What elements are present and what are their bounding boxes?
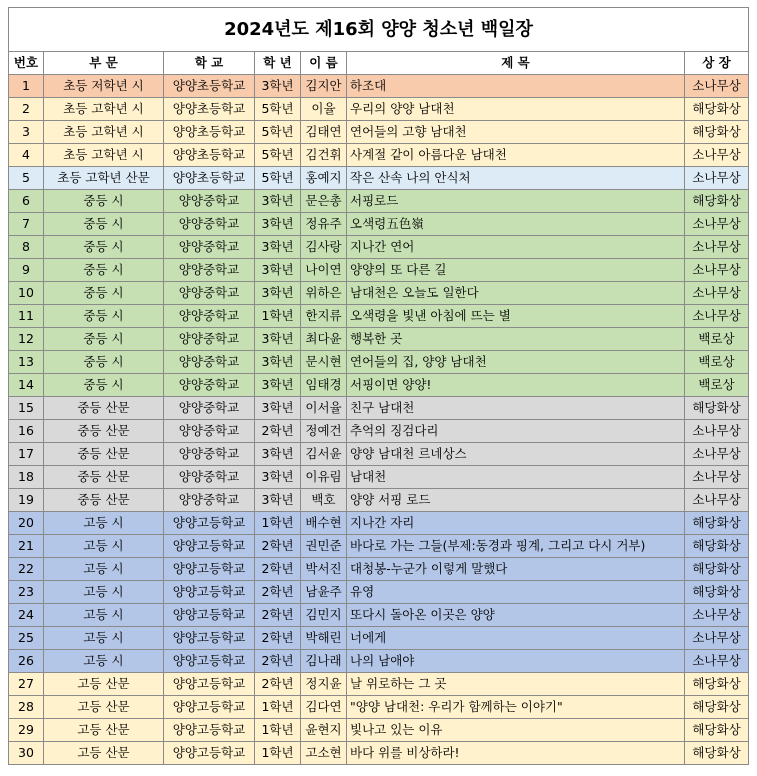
cell-work-title: 또다시 돌아온 이곳은 양양 (347, 604, 685, 627)
cell-grade: 2학년 (255, 581, 301, 604)
cell-school: 양양고등학교 (164, 581, 255, 604)
cell-category: 고등 시 (44, 627, 164, 650)
cell-no: 19 (9, 489, 44, 512)
cell-category: 초등 고학년 시 (44, 121, 164, 144)
cell-work-title: 오색령을 빛낸 아침에 뜨는 별 (347, 305, 685, 328)
table-row (9, 443, 749, 466)
cell-work-title: 양양 서핑 로드 (347, 489, 685, 512)
table-row (9, 581, 749, 604)
cell-no: 27 (9, 673, 44, 696)
cell-category: 중등 시 (44, 328, 164, 351)
cell-award: 소나무상 (685, 259, 749, 282)
cell-grade: 3학년 (255, 259, 301, 282)
header-category: 부 문 (44, 52, 164, 75)
cell-school: 양양고등학교 (164, 696, 255, 719)
page-title: 2024년도 제16회 양양 청소년 백일장 (9, 8, 749, 52)
cell-name: 백호 (301, 489, 347, 512)
cell-category: 중등 산문 (44, 397, 164, 420)
cell-school: 양양중학교 (164, 305, 255, 328)
cell-award: 소나무상 (685, 489, 749, 512)
cell-grade: 3학년 (255, 397, 301, 420)
cell-name: 나이연 (301, 259, 347, 282)
cell-school: 양양중학교 (164, 489, 255, 512)
cell-work-title: 바다로 가는 그들(부제:동경과 핑계, 그리고 다시 거부) (347, 535, 685, 558)
cell-category: 고등 시 (44, 558, 164, 581)
cell-category: 고등 산문 (44, 742, 164, 765)
cell-grade: 2학년 (255, 673, 301, 696)
cell-work-title: 친구 남대천 (347, 397, 685, 420)
table-row (9, 719, 749, 742)
cell-school: 양양고등학교 (164, 742, 255, 765)
cell-name: 고소현 (301, 742, 347, 765)
cell-school: 양양초등학교 (164, 167, 255, 190)
cell-grade: 2학년 (255, 627, 301, 650)
cell-category: 고등 시 (44, 650, 164, 673)
cell-award: 해당화상 (685, 558, 749, 581)
cell-work-title: 우리의 양양 남대천 (347, 98, 685, 121)
cell-category: 고등 시 (44, 535, 164, 558)
cell-award: 소나무상 (685, 167, 749, 190)
cell-no: 18 (9, 466, 44, 489)
cell-category: 중등 산문 (44, 466, 164, 489)
cell-category: 초등 고학년 시 (44, 144, 164, 167)
cell-work-title: 오색령五色嶺 (347, 213, 685, 236)
table-row (9, 627, 749, 650)
cell-grade: 1학년 (255, 696, 301, 719)
cell-no: 9 (9, 259, 44, 282)
cell-no: 17 (9, 443, 44, 466)
cell-no: 16 (9, 420, 44, 443)
cell-grade: 2학년 (255, 535, 301, 558)
cell-grade: 3학년 (255, 236, 301, 259)
cell-grade: 1학년 (255, 305, 301, 328)
cell-no: 4 (9, 144, 44, 167)
cell-name: 권민준 (301, 535, 347, 558)
cell-grade: 5학년 (255, 144, 301, 167)
cell-category: 중등 시 (44, 351, 164, 374)
cell-award: 소나무상 (685, 305, 749, 328)
cell-no: 29 (9, 719, 44, 742)
cell-award: 해당화상 (685, 581, 749, 604)
cell-no: 3 (9, 121, 44, 144)
cell-no: 14 (9, 374, 44, 397)
header-award: 상 장 (685, 52, 749, 75)
cell-name: 박해린 (301, 627, 347, 650)
cell-name: 김태연 (301, 121, 347, 144)
table-row (9, 213, 749, 236)
cell-name: 박서진 (301, 558, 347, 581)
cell-award: 소나무상 (685, 650, 749, 673)
cell-school: 양양고등학교 (164, 719, 255, 742)
table-row (9, 144, 749, 167)
cell-name: 김나래 (301, 650, 347, 673)
cell-school: 양양중학교 (164, 374, 255, 397)
cell-award: 해당화상 (685, 673, 749, 696)
cell-award: 소나무상 (685, 213, 749, 236)
cell-name: 위하은 (301, 282, 347, 305)
cell-category: 초등 저학년 시 (44, 75, 164, 98)
cell-grade: 3학년 (255, 328, 301, 351)
cell-school: 양양중학교 (164, 420, 255, 443)
cell-name: 한지류 (301, 305, 347, 328)
table-row (9, 650, 749, 673)
cell-name: 문시현 (301, 351, 347, 374)
table-row (9, 535, 749, 558)
cell-school: 양양중학교 (164, 259, 255, 282)
cell-category: 고등 산문 (44, 719, 164, 742)
cell-no: 10 (9, 282, 44, 305)
cell-name: 김민지 (301, 604, 347, 627)
cell-work-title: 바다 위를 비상하라! (347, 742, 685, 765)
cell-category: 중등 시 (44, 213, 164, 236)
cell-award: 백로상 (685, 374, 749, 397)
cell-name: 이서율 (301, 397, 347, 420)
cell-work-title: 날 위로하는 그 곳 (347, 673, 685, 696)
table-row (9, 121, 749, 144)
table-row (9, 236, 749, 259)
cell-school: 양양중학교 (164, 328, 255, 351)
cell-name: 정유주 (301, 213, 347, 236)
cell-category: 중등 시 (44, 236, 164, 259)
cell-award: 해당화상 (685, 512, 749, 535)
cell-work-title: 연어들의 고향 남대천 (347, 121, 685, 144)
cell-no: 2 (9, 98, 44, 121)
cell-school: 양양중학교 (164, 466, 255, 489)
cell-name: 김건휘 (301, 144, 347, 167)
cell-work-title: 연어들의 집, 양양 남대천 (347, 351, 685, 374)
cell-name: 배수현 (301, 512, 347, 535)
cell-name: 홍예지 (301, 167, 347, 190)
cell-no: 1 (9, 75, 44, 98)
table-row (9, 696, 749, 719)
cell-name: 김다연 (301, 696, 347, 719)
cell-award: 해당화상 (685, 696, 749, 719)
cell-name: 이유림 (301, 466, 347, 489)
cell-no: 26 (9, 650, 44, 673)
cell-category: 중등 산문 (44, 443, 164, 466)
cell-no: 7 (9, 213, 44, 236)
header-grade: 학 년 (255, 52, 301, 75)
cell-award: 소나무상 (685, 420, 749, 443)
cell-no: 11 (9, 305, 44, 328)
table-row (9, 742, 749, 765)
table-row (9, 374, 749, 397)
cell-no: 21 (9, 535, 44, 558)
cell-award: 백로상 (685, 328, 749, 351)
cell-no: 15 (9, 397, 44, 420)
cell-award: 해당화상 (685, 98, 749, 121)
header-work-title: 제 목 (347, 52, 685, 75)
cell-category: 중등 산문 (44, 489, 164, 512)
cell-grade: 3학년 (255, 213, 301, 236)
table-row (9, 190, 749, 213)
cell-school: 양양초등학교 (164, 75, 255, 98)
table-row (9, 259, 749, 282)
cell-category: 중등 시 (44, 305, 164, 328)
cell-work-title: 양양의 또 다른 길 (347, 259, 685, 282)
table-row (9, 98, 749, 121)
cell-category: 중등 시 (44, 282, 164, 305)
cell-grade: 5학년 (255, 167, 301, 190)
cell-no: 24 (9, 604, 44, 627)
cell-grade: 5학년 (255, 121, 301, 144)
cell-work-title: 너에게 (347, 627, 685, 650)
cell-category: 고등 시 (44, 512, 164, 535)
cell-work-title: "양양 남대천: 우리가 함께하는 이야기" (347, 696, 685, 719)
cell-school: 양양고등학교 (164, 604, 255, 627)
table-row (9, 420, 749, 443)
cell-school: 양양중학교 (164, 282, 255, 305)
cell-no: 8 (9, 236, 44, 259)
cell-no: 28 (9, 696, 44, 719)
cell-grade: 5학년 (255, 98, 301, 121)
cell-work-title: 남대천은 오늘도 일한다 (347, 282, 685, 305)
cell-award: 해당화상 (685, 535, 749, 558)
cell-no: 13 (9, 351, 44, 374)
cell-work-title: 대청봉-누군가 이렇게 말했다 (347, 558, 685, 581)
table-row (9, 75, 749, 98)
table-row (9, 558, 749, 581)
cell-name: 정지윤 (301, 673, 347, 696)
cell-award: 해당화상 (685, 742, 749, 765)
table-row (9, 167, 749, 190)
cell-grade: 2학년 (255, 604, 301, 627)
cell-award: 소나무상 (685, 144, 749, 167)
cell-grade: 3학년 (255, 374, 301, 397)
cell-award: 해당화상 (685, 121, 749, 144)
cell-award: 소나무상 (685, 627, 749, 650)
cell-work-title: 나의 남애야 (347, 650, 685, 673)
table-row (9, 489, 749, 512)
cell-school: 양양중학교 (164, 397, 255, 420)
cell-category: 중등 산문 (44, 420, 164, 443)
cell-grade: 2학년 (255, 650, 301, 673)
cell-work-title: 빛나고 있는 이유 (347, 719, 685, 742)
cell-name: 문은총 (301, 190, 347, 213)
cell-grade: 3학년 (255, 190, 301, 213)
cell-work-title: 서핑로드 (347, 190, 685, 213)
cell-grade: 2학년 (255, 558, 301, 581)
table-row (9, 673, 749, 696)
cell-no: 20 (9, 512, 44, 535)
header-no: 번호 (9, 52, 44, 75)
cell-school: 양양고등학교 (164, 627, 255, 650)
cell-name: 정예건 (301, 420, 347, 443)
cell-school: 양양고등학교 (164, 535, 255, 558)
cell-work-title: 하조대 (347, 75, 685, 98)
cell-work-title: 서핑이면 양양! (347, 374, 685, 397)
cell-category: 중등 시 (44, 190, 164, 213)
header-school: 학 교 (164, 52, 255, 75)
cell-school: 양양초등학교 (164, 121, 255, 144)
cell-grade: 3학년 (255, 75, 301, 98)
cell-work-title: 양양 남대천 르네상스 (347, 443, 685, 466)
cell-school: 양양중학교 (164, 443, 255, 466)
cell-name: 김지안 (301, 75, 347, 98)
cell-school: 양양중학교 (164, 351, 255, 374)
cell-award: 소나무상 (685, 466, 749, 489)
cell-work-title: 지나간 연어 (347, 236, 685, 259)
cell-name: 김서윤 (301, 443, 347, 466)
cell-category: 고등 시 (44, 581, 164, 604)
cell-school: 양양중학교 (164, 190, 255, 213)
cell-school: 양양초등학교 (164, 144, 255, 167)
cell-award: 소나무상 (685, 604, 749, 627)
cell-award: 해당화상 (685, 719, 749, 742)
cell-grade: 1학년 (255, 512, 301, 535)
cell-award: 해당화상 (685, 397, 749, 420)
cell-no: 6 (9, 190, 44, 213)
cell-no: 5 (9, 167, 44, 190)
cell-work-title: 작은 산속 나의 안식처 (347, 167, 685, 190)
table-row (9, 328, 749, 351)
cell-no: 23 (9, 581, 44, 604)
cell-award: 소나무상 (685, 282, 749, 305)
cell-award: 백로상 (685, 351, 749, 374)
table-row (9, 512, 749, 535)
cell-work-title: 사계절 같이 아름다운 남대천 (347, 144, 685, 167)
results-table (8, 7, 749, 765)
cell-category: 고등 산문 (44, 696, 164, 719)
cell-name: 이율 (301, 98, 347, 121)
cell-name: 최다윤 (301, 328, 347, 351)
cell-work-title: 행복한 곳 (347, 328, 685, 351)
table-row (9, 305, 749, 328)
cell-name: 윤현지 (301, 719, 347, 742)
cell-work-title: 지나간 자리 (347, 512, 685, 535)
cell-grade: 3학년 (255, 443, 301, 466)
cell-award: 소나무상 (685, 75, 749, 98)
cell-award: 소나무상 (685, 236, 749, 259)
table-row (9, 604, 749, 627)
cell-work-title: 유영 (347, 581, 685, 604)
table-row (9, 282, 749, 305)
cell-work-title: 남대천 (347, 466, 685, 489)
cell-award: 소나무상 (685, 443, 749, 466)
cell-grade: 2학년 (255, 420, 301, 443)
header-name: 이 름 (301, 52, 347, 75)
cell-category: 고등 시 (44, 604, 164, 627)
cell-school: 양양중학교 (164, 213, 255, 236)
cell-no: 12 (9, 328, 44, 351)
cell-school: 양양초등학교 (164, 98, 255, 121)
cell-school: 양양중학교 (164, 236, 255, 259)
cell-name: 남윤주 (301, 581, 347, 604)
cell-grade: 3학년 (255, 351, 301, 374)
cell-no: 30 (9, 742, 44, 765)
header-row (9, 52, 749, 75)
table-row (9, 351, 749, 374)
cell-name: 임태경 (301, 374, 347, 397)
cell-category: 중등 시 (44, 259, 164, 282)
cell-no: 25 (9, 627, 44, 650)
cell-grade: 3학년 (255, 466, 301, 489)
cell-school: 양양고등학교 (164, 650, 255, 673)
table-row (9, 466, 749, 489)
cell-category: 중등 시 (44, 374, 164, 397)
cell-school: 양양고등학교 (164, 673, 255, 696)
cell-no: 22 (9, 558, 44, 581)
cell-grade: 1학년 (255, 719, 301, 742)
cell-grade: 1학년 (255, 742, 301, 765)
cell-category: 초등 고학년 시 (44, 98, 164, 121)
cell-category: 초등 고학년 산문 (44, 167, 164, 190)
cell-award: 해당화상 (685, 190, 749, 213)
cell-school: 양양고등학교 (164, 558, 255, 581)
cell-grade: 3학년 (255, 489, 301, 512)
cell-school: 양양고등학교 (164, 512, 255, 535)
cell-category: 고등 산문 (44, 673, 164, 696)
cell-name: 김사랑 (301, 236, 347, 259)
table-row (9, 397, 749, 420)
cell-work-title: 추억의 징검다리 (347, 420, 685, 443)
cell-grade: 3학년 (255, 282, 301, 305)
